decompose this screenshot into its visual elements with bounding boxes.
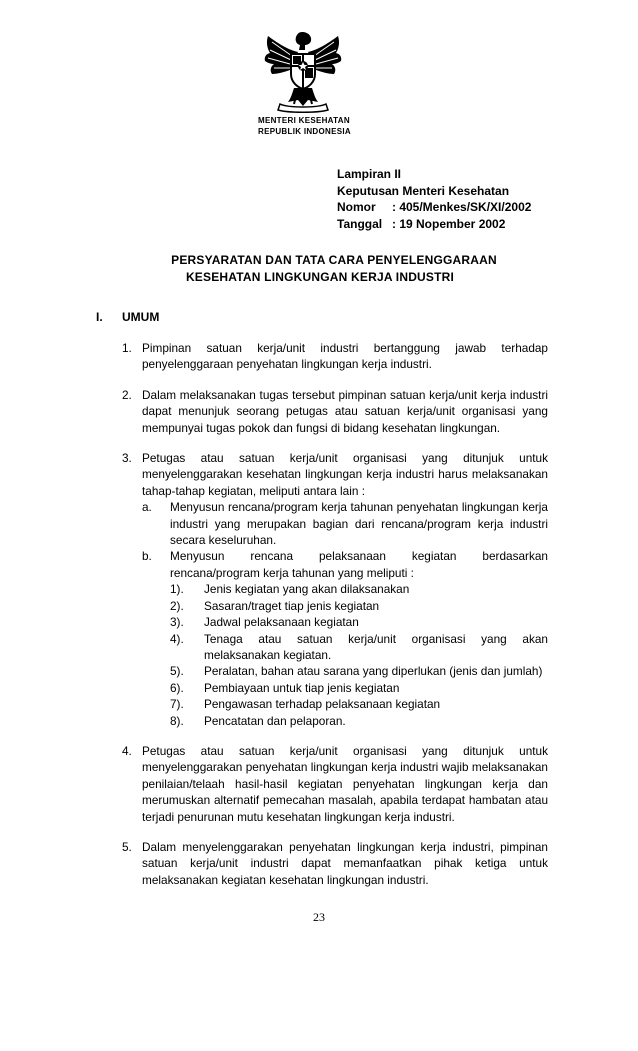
step-text: Tenaga atau satuan kerja/unit organisasi yang akan melaksanakan kegiatan. bbox=[204, 631, 548, 662]
sub-item-letter: a. bbox=[142, 500, 152, 515]
ministry-line1: MENTERI KESEHATAN bbox=[258, 116, 350, 125]
nomor-label: Nomor bbox=[337, 200, 376, 214]
document-title-line2: KESEHATAN LINGKUNGAN KERJA INDUSTRI bbox=[185, 270, 455, 284]
step-item bbox=[170, 663, 548, 679]
list-item-body bbox=[142, 450, 548, 729]
step-text: Pembiayaan untuk tiap jenis kegiatan bbox=[204, 680, 400, 695]
list-item bbox=[122, 450, 548, 729]
step-item bbox=[170, 598, 548, 614]
step-number: 5). bbox=[170, 664, 184, 679]
step-item bbox=[170, 581, 548, 597]
list-item bbox=[122, 743, 548, 825]
step-list bbox=[170, 581, 548, 729]
sub-item-text: Menyusun rencana pelaksanaan kegiatan berdasarkan rencana/program kerja tahunan yang meliputi : bbox=[170, 549, 548, 580]
sub-item bbox=[142, 499, 548, 548]
list-item-number: 5. bbox=[122, 839, 132, 854]
step-number: 2). bbox=[170, 598, 184, 613]
step-item bbox=[170, 680, 548, 696]
step-number: 4). bbox=[170, 631, 184, 646]
step-item bbox=[170, 631, 548, 664]
list-item-text: Pimpinan satuan kerja/unit industri bertanggung jawab terhadap penyelenggaraan penyehatan lingkungan kerja industri. bbox=[142, 341, 548, 372]
list-item bbox=[122, 387, 548, 436]
sub-item-body bbox=[170, 548, 548, 728]
lampiran-title: Lampiran II bbox=[337, 167, 402, 181]
page-number: 23 bbox=[313, 910, 325, 924]
document-title bbox=[0, 252, 638, 286]
sub-item-text: Menyusun rencana/program kerja tahunan penyehatan lingkungan kerja industri yang merupakan bagian dari rencana/program kerja industri secara keseluruhan. bbox=[170, 500, 548, 548]
step-text: Sasaran/traget tiap jenis kegiatan bbox=[204, 598, 380, 613]
list-item bbox=[122, 839, 548, 888]
tanggal-value: : 19 Nopember 2002 bbox=[392, 216, 506, 231]
lampiran-tanggal bbox=[337, 216, 531, 233]
section-number: I. bbox=[96, 310, 103, 324]
list-item-text: Dalam menyelenggarakan penyehatan lingkungan kerja industri, pimpinan satuan kerja/unit industri dapat memanfaatkan pihak ketiga untuk melaksanakan kegiatan kesehatan lingkungan industri. bbox=[142, 839, 548, 887]
step-text: Pencatatan dan pelaporan. bbox=[204, 713, 346, 728]
lampiran-decree: Keputusan Menteri Kesehatan bbox=[337, 183, 510, 198]
step-number: 6). bbox=[170, 680, 184, 695]
lampiran-block bbox=[337, 166, 531, 232]
step-number: 8). bbox=[170, 713, 184, 728]
ministry-line2: REPUBLIK INDONESIA bbox=[258, 127, 351, 136]
step-number: 3). bbox=[170, 615, 184, 630]
sub-item bbox=[142, 548, 548, 728]
nomor-value: : 405/Menkes/SK/XI/2002 bbox=[392, 200, 532, 214]
step-text: Peralatan, bahan atau sarana yang diperlukan (jenis dan jumlah) bbox=[204, 664, 543, 679]
list-item-number: 2. bbox=[122, 387, 132, 402]
document-body bbox=[122, 340, 548, 902]
step-number: 1). bbox=[170, 582, 184, 597]
step-text: Jadwal pelaksanaan kegiatan bbox=[204, 615, 359, 630]
list-item-text: Petugas atau satuan kerja/unit organisasi yang ditunjuk untuk menyelenggarakan kesehatan lingkungan kerja industri harus melaksanakan tahap-tahap kegiatan, meliputi antara lain : bbox=[142, 451, 548, 498]
step-item bbox=[170, 696, 548, 712]
step-item bbox=[170, 614, 548, 630]
lampiran-nomor bbox=[337, 199, 531, 216]
list-item-text: Dalam melaksanakan tugas tersebut pimpinan satuan kerja/unit kerja industri dapat menunjuk seorang petugas atau satuan kerja/unit organisasi yang mempunyai tugas pokok dan fungsi di bidang kesehatan lingkungan. bbox=[142, 387, 548, 435]
document-title-line1: PERSYARATAN DAN TATA CARA PENYELENGGARAAN bbox=[171, 253, 497, 267]
step-item bbox=[170, 713, 548, 729]
step-text: Pengawasan terhadap pelaksanaan kegiatan bbox=[204, 697, 441, 712]
step-text: Jenis kegiatan yang akan dilaksanakan bbox=[204, 582, 410, 597]
list-item bbox=[122, 340, 548, 373]
section-title: UMUM bbox=[122, 310, 160, 324]
sub-item-letter: b. bbox=[142, 549, 152, 564]
list-item-text: Petugas atau satuan kerja/unit organisasi yang ditunjuk untuk menyelenggarakan penyehatan lingkungan kerja industri wajib melaksanakan penilaian/telaah hasil-hasil kegiatan penyehatan lingkungan kerja dan merumuskan alternatif pemecahan masalah, apabila terdapat hambatan atau terjadi penurunan mutu kesehatan lingkungan kerja industri. bbox=[142, 743, 548, 824]
tanggal-label: Tanggal bbox=[337, 216, 383, 231]
ministry-header bbox=[258, 115, 378, 137]
list-item-number: 3. bbox=[122, 451, 132, 466]
garuda-emblem-icon bbox=[258, 30, 348, 114]
list-item-number: 1. bbox=[122, 341, 132, 355]
list-item-number: 4. bbox=[122, 743, 132, 758]
step-number: 7). bbox=[170, 697, 184, 712]
